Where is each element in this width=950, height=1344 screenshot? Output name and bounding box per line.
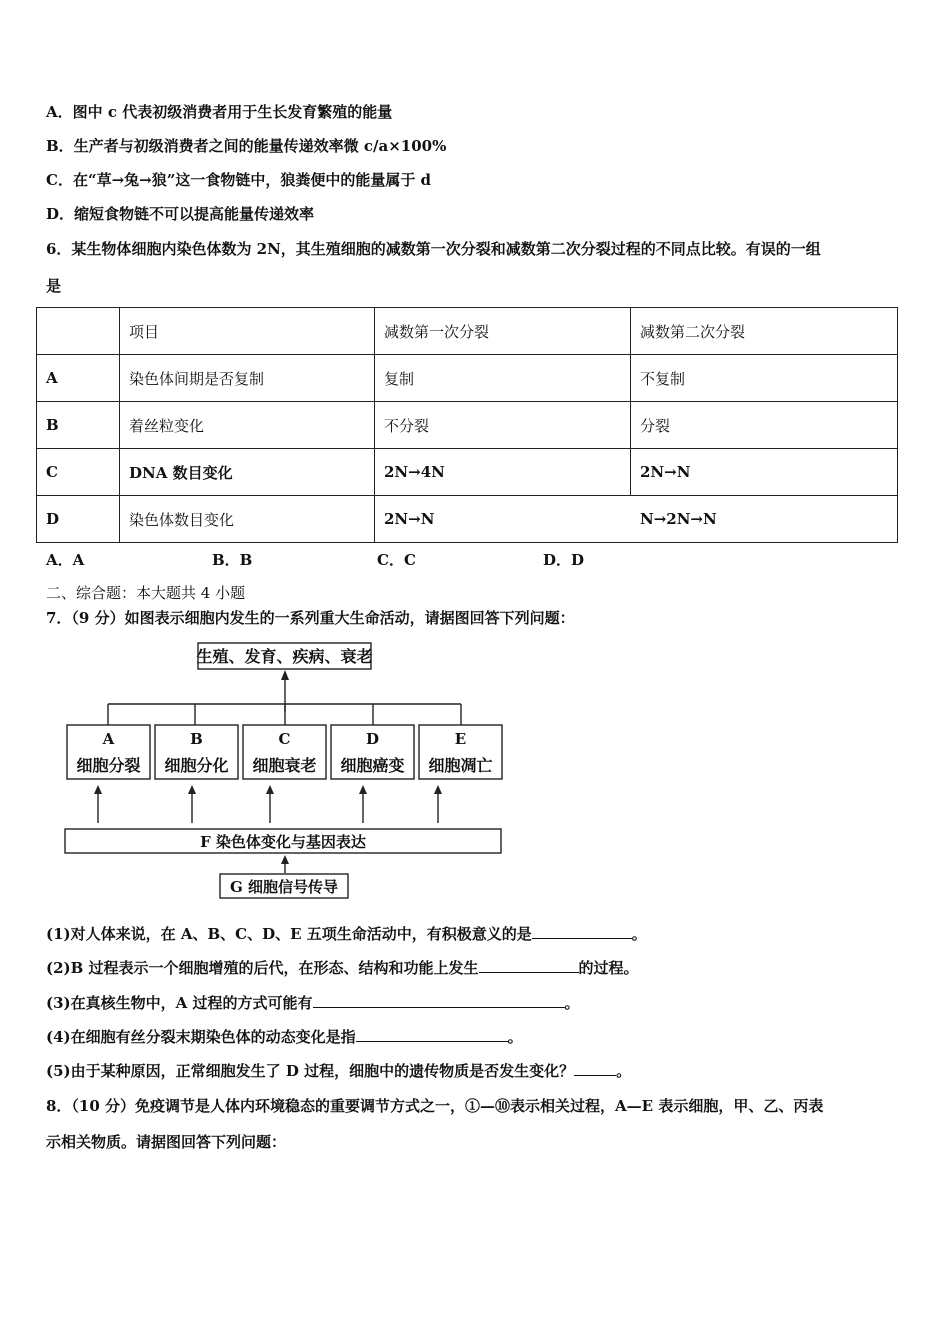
section-title: 二、综合题：本大题共 4 小题 bbox=[46, 584, 246, 602]
q5-option-d: D．缩短食物链不可以提高能量传递效率 bbox=[46, 205, 315, 223]
arrow-head bbox=[434, 785, 442, 794]
answer-blank[interactable] bbox=[479, 958, 579, 973]
q5-option-c: C．在“草→兔→狼”这一食物链中，狼粪便中的能量属于 d bbox=[46, 171, 432, 189]
q7-sub4 bbox=[46, 1027, 523, 1047]
q7-sub2-end: 的过程。 bbox=[578, 959, 639, 977]
box-label-a: 细胞分裂 bbox=[76, 756, 141, 775]
q7-sub4-end: 。 bbox=[507, 1028, 523, 1046]
row-item: 着丝粒变化 bbox=[120, 402, 375, 449]
box-label-e: 细胞凋亡 bbox=[428, 756, 493, 775]
row-first-division: 不分裂 bbox=[375, 402, 631, 449]
row-key: A bbox=[37, 355, 120, 402]
q7-sub1-text: (1)对人体来说，在 A、B、C、D、E 五项生命活动中，有积极意义的是 bbox=[46, 925, 532, 943]
answer-blank[interactable] bbox=[574, 1061, 616, 1076]
box-letter-b: B bbox=[190, 730, 203, 748]
q6-stem-line1: 6．某生物体细胞内染色体数为 2N，其生殖细胞的减数第一次分裂和减数第二次分裂过程的不同点比较。有误的一组 bbox=[46, 240, 821, 258]
row-merged-cell bbox=[375, 496, 898, 543]
box-letter-e: E bbox=[454, 730, 467, 748]
q5-option-a: A．图中 c 代表初级消费者用于生长发育繁殖的能量 bbox=[46, 103, 393, 121]
q7-sub3 bbox=[46, 993, 580, 1013]
answer-blank[interactable] bbox=[532, 924, 632, 939]
table-row bbox=[37, 449, 898, 496]
q7-sub2 bbox=[46, 958, 639, 978]
row-key: D bbox=[37, 496, 120, 543]
q6-option: B．B bbox=[212, 551, 253, 569]
box-label-d: 细胞癌变 bbox=[340, 756, 405, 775]
q8-stem-line2: 示相关物质。请据图回答下列问题： bbox=[46, 1133, 287, 1151]
table-row bbox=[37, 496, 898, 543]
arrow-head bbox=[359, 785, 367, 794]
q6-option: C．C bbox=[377, 551, 416, 569]
q7-sub1-end: 。 bbox=[631, 925, 647, 943]
arrow-head bbox=[94, 785, 102, 794]
row-first-division: 复制 bbox=[375, 355, 631, 402]
arrow-head bbox=[188, 785, 196, 794]
q6-comparison-table bbox=[36, 307, 898, 543]
row-item: DNA 数目变化 bbox=[120, 449, 375, 496]
q7-sub5 bbox=[46, 1061, 631, 1081]
row-item: 染色体间期是否复制 bbox=[120, 355, 375, 402]
answer-blank[interactable] bbox=[356, 1027, 508, 1042]
box-label-c: 细胞衰老 bbox=[252, 756, 317, 775]
row-item: 染色体数目变化 bbox=[120, 496, 375, 543]
q8-stem-line1: 8．（10 分）免疫调节是人体内环境稳态的重要调节方式之一，①—⑩表示相关过程，A—E 表示细胞，甲、乙、丙表 bbox=[46, 1097, 824, 1115]
top-box-label: 生殖、发育、疾病、衰老 bbox=[196, 647, 373, 666]
q7-sub1 bbox=[46, 924, 647, 944]
row-second-division: 2N→N bbox=[631, 449, 898, 496]
arrow-head bbox=[266, 785, 274, 794]
table-row bbox=[37, 402, 898, 449]
box-letter-d: D bbox=[365, 730, 380, 748]
g-box-label: G 细胞信号传导 bbox=[229, 878, 339, 896]
row-key: C bbox=[37, 449, 120, 496]
table-header-row bbox=[37, 308, 898, 355]
f-box-label: F 染色体变化与基因表达 bbox=[200, 833, 366, 851]
row-first-division: 2N→4N bbox=[375, 449, 631, 496]
row-second-division: 分裂 bbox=[631, 402, 898, 449]
table-header-cell: 减数第二次分裂 bbox=[631, 308, 898, 355]
table-header-cell bbox=[37, 308, 120, 355]
q7-flow-diagram bbox=[60, 640, 510, 902]
q7-sub3-end: 。 bbox=[564, 994, 580, 1012]
q7-sub4-text: (4)在细胞有丝分裂末期染色体的动态变化是指 bbox=[46, 1028, 356, 1046]
box-letter-a: A bbox=[102, 730, 115, 748]
row-key: B bbox=[37, 402, 120, 449]
box-letter-c: C bbox=[278, 730, 291, 748]
q6-option: D．D bbox=[543, 551, 585, 569]
table-header-cell: 减数第一次分裂 bbox=[375, 308, 631, 355]
table-row bbox=[37, 355, 898, 402]
q6-stem-line2: 是 bbox=[46, 277, 62, 295]
row-first-division: 2N→N bbox=[384, 510, 435, 528]
q7-stem: 7．（9 分）如图表示细胞内发生的一系列重大生命活动，请据图回答下列问题： bbox=[46, 609, 575, 627]
table-header-cell: 项目 bbox=[120, 308, 375, 355]
q7-sub2-text: (2)B 过程表示一个细胞增殖的后代，在形态、结构和功能上发生 bbox=[46, 959, 479, 977]
q7-sub5-end: 。 bbox=[616, 1062, 632, 1080]
q7-sub3-text: (3)在真核生物中，A 过程的方式可能有 bbox=[46, 994, 313, 1012]
box-label-b: 细胞分化 bbox=[164, 756, 229, 775]
row-second-division: N→2N→N bbox=[640, 510, 717, 528]
row-second-division: 不复制 bbox=[631, 355, 898, 402]
q5-option-b: B．生产者与初级消费者之间的能量传递效率微 c/a×100% bbox=[46, 137, 447, 155]
q7-sub5-text: (5)由于某种原因，正常细胞发生了 D 过程，细胞中的遗传物质是否发生变化？ bbox=[46, 1062, 575, 1080]
answer-blank[interactable] bbox=[313, 993, 565, 1008]
q6-option: A．A bbox=[46, 551, 85, 569]
